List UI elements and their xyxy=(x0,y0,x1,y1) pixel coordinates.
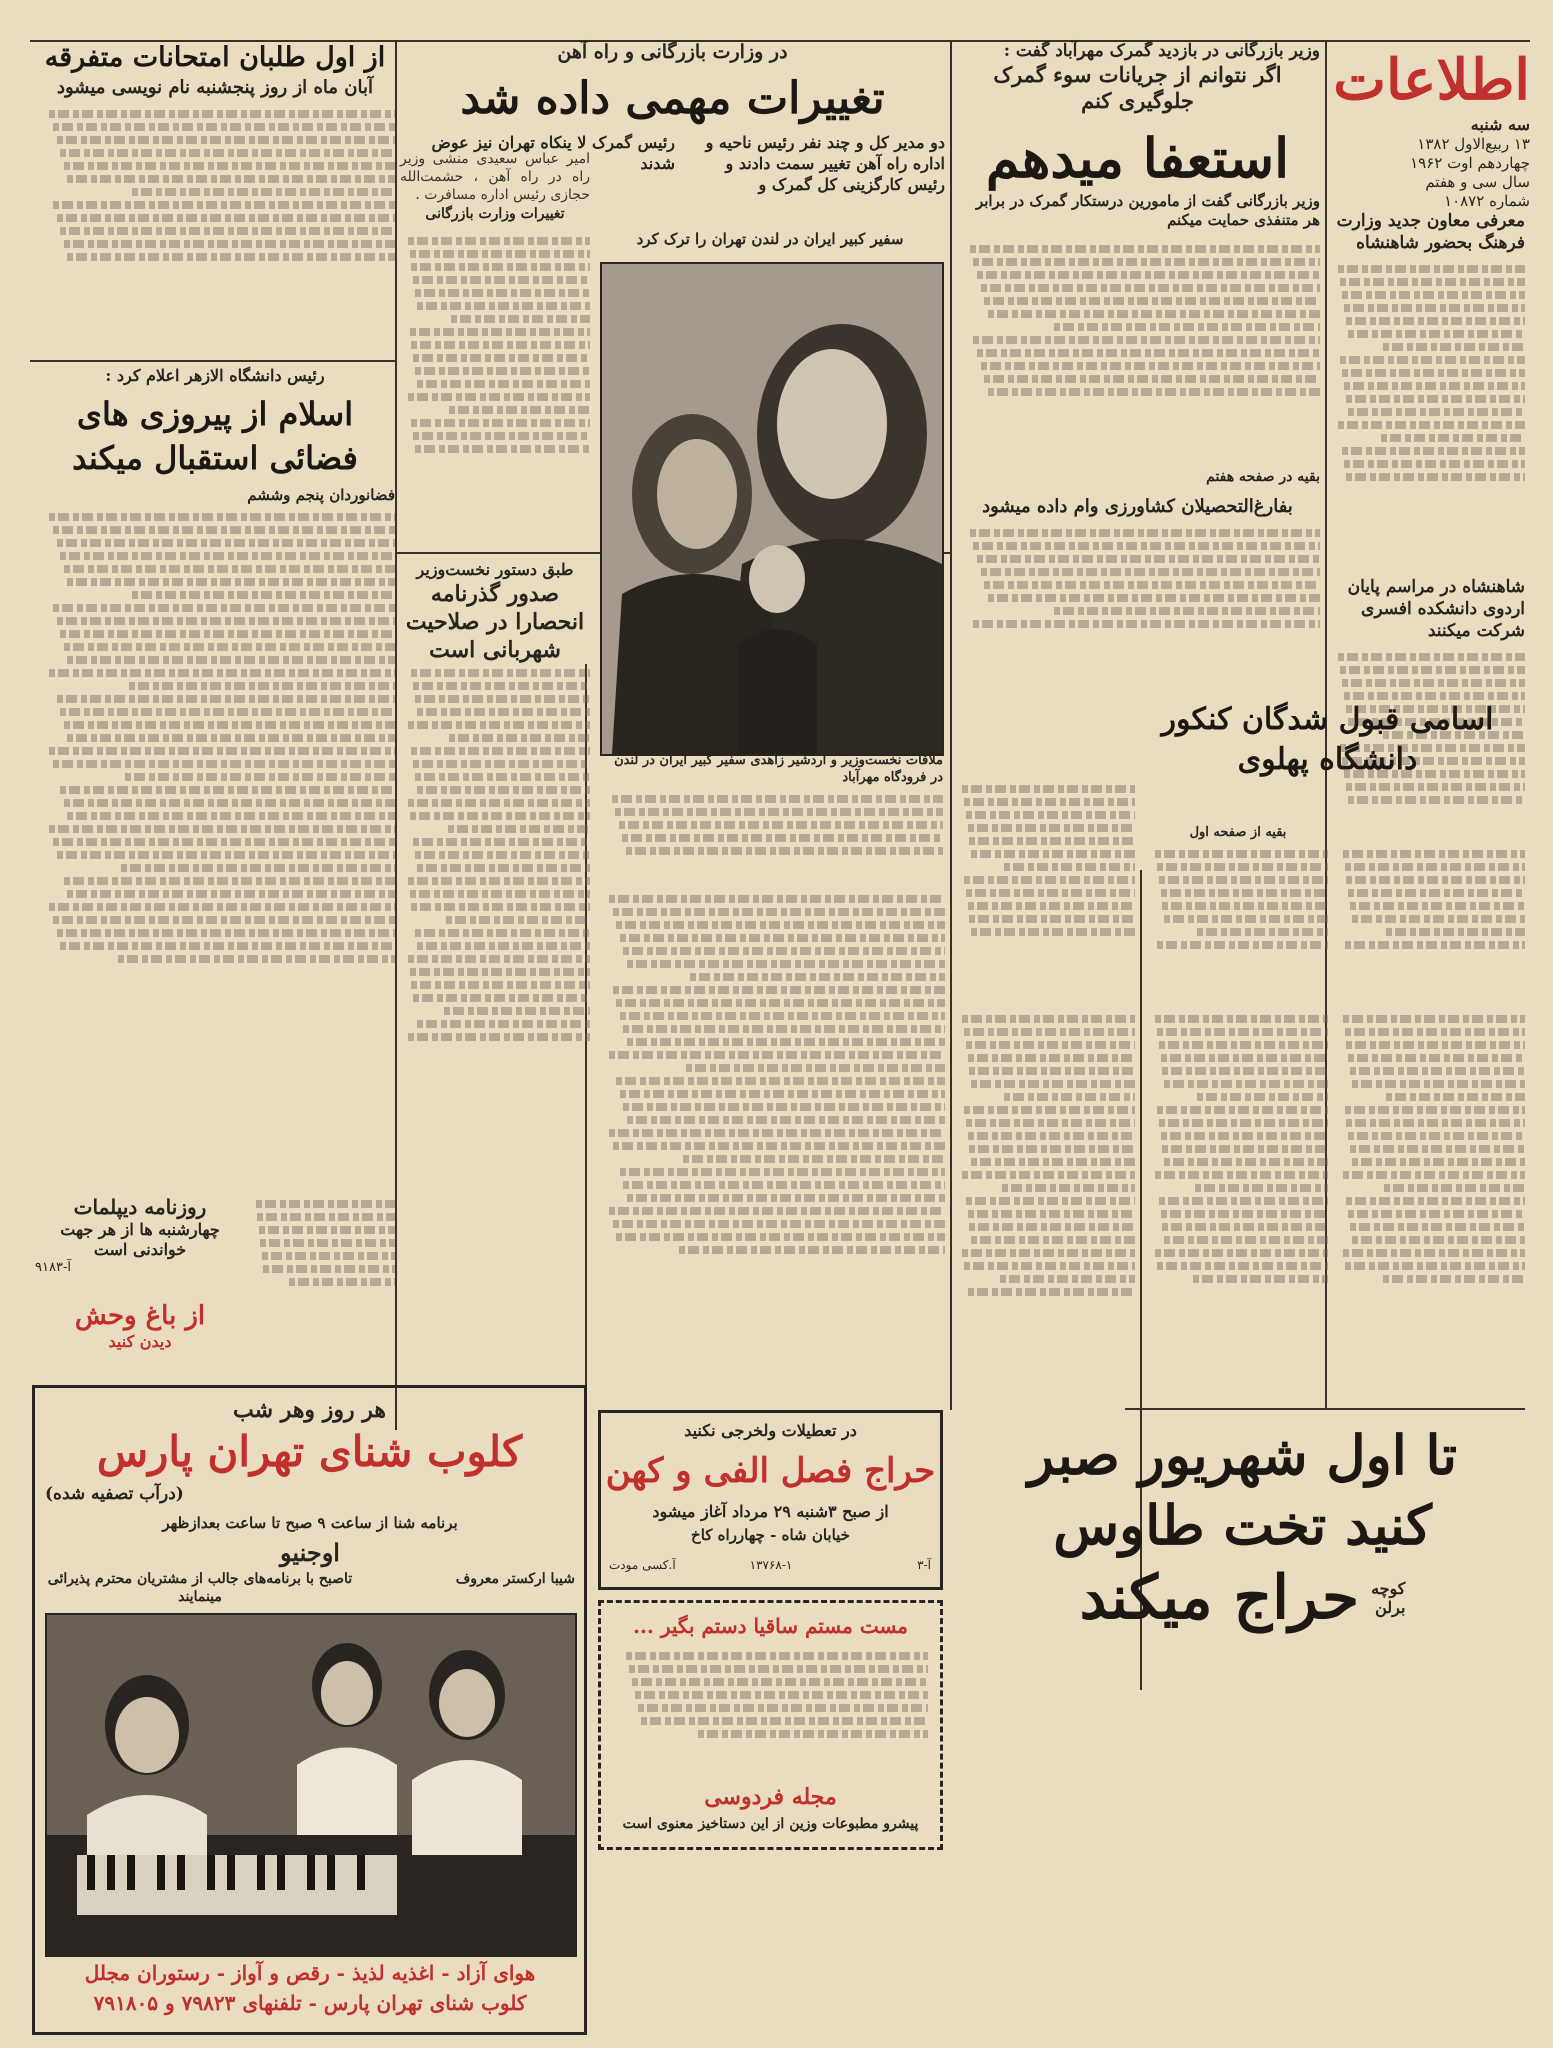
masthead-issue: شماره ۱۰۸۷۲ xyxy=(1444,192,1530,210)
column-rule xyxy=(950,40,952,1410)
section-rule xyxy=(1125,1408,1525,1410)
column-rule xyxy=(395,40,397,1430)
islam-body xyxy=(35,508,395,1148)
zoo-line-2: دیدن کنید xyxy=(108,1332,172,1351)
club-aside: (درآب تصفیه شده) xyxy=(45,1484,184,1504)
alfi-title: حراج فصل الفی و کهن xyxy=(605,1451,936,1491)
club-kicker: هر روز وهر شب xyxy=(233,1397,386,1423)
exams-headline: از اول طلبان امتحانات متفرقه xyxy=(44,42,386,73)
takht-line-3: حراج میکند xyxy=(1079,1563,1360,1633)
takht-line-2: کنید تخت طاوس xyxy=(1053,1493,1432,1557)
cultural-body xyxy=(1330,260,1525,570)
alfi-code-2: ۱۳۷۶۸-۱ xyxy=(749,1558,793,1572)
exams-subhead: آبان ماه از روز پنجشنبه نام نویسی میشود xyxy=(56,77,373,98)
ministry-sidebar-heading: تغییرات وزارت بازرگانی xyxy=(425,206,565,222)
resignation-continued: بقیه در صفحه هفتم xyxy=(1206,469,1320,485)
club-line-1: برنامه شنا از ساعت ۹ صبح تا ساعت بعدازظهر xyxy=(162,1514,458,1532)
alfi-code-1: آ-۳ xyxy=(917,1558,931,1572)
magazine-body xyxy=(613,1647,928,1777)
magazine-footer-2: پیشرو مطبوعات وزین از این دستاخیز معنوی است xyxy=(622,1816,919,1832)
ministry-sub-1: دو مدیر کل و چند نفر رئیس ناحیه و اداره راه آهن تغییر سمت دادند و رئیس کارگزینی کل گمرک و xyxy=(705,133,945,194)
decree-headline: صدور گذرنامه انحصارا در صلاحیت شهربانی است xyxy=(400,580,590,664)
ambassador-caption xyxy=(595,230,945,260)
names-list-b xyxy=(955,1010,1135,1410)
misc-small-text xyxy=(250,1195,395,1335)
magazine-footer-1: مجله فردوسی xyxy=(704,1784,837,1810)
section-rule xyxy=(30,360,395,362)
alfi-line-1: از صبح ۳شنبه ۲۹ مرداد آغاز میشود xyxy=(652,1502,889,1521)
cultural-headline-2: شاهنشاه در مراسم پایان اردوی دانشکده افسری شرکت میکنند xyxy=(1347,577,1525,641)
lead-subhead: وزیر بازرگانی گفت از مامورین درستکار گمرک در برابر هر متنفذی حمایت میکنم xyxy=(975,192,1320,229)
ambassador-photo-caption: ملاقات نخست‌وزیر و اردشیر زاهدی سفیر کبیر ایران در لندن در فرودگاه مهرآباد xyxy=(614,753,943,785)
ministry-kicker: در وزارت بازرگانی و راه آهن xyxy=(557,41,788,63)
takht-small-2: برلن xyxy=(1375,1598,1406,1617)
lead-headline: استعفا میدهم xyxy=(985,126,1290,190)
takht-small-1: کوچه xyxy=(1371,1579,1406,1598)
masthead-year: سال سی و هفتم xyxy=(1425,173,1530,191)
exams-story xyxy=(35,40,395,360)
alfi-ad xyxy=(598,1410,943,1590)
alfi-code-3: آ.کسی مودت xyxy=(609,1558,676,1572)
ambassador-caption-text: سفیر کبیر ایران در لندن تهران را ترک کرد xyxy=(636,230,904,248)
alfi-kicker: در تعطیلات ولخرجی نکنید xyxy=(684,1421,857,1440)
konkur-headline-2: دانشگاه پهلوی xyxy=(1237,742,1418,777)
ministry-col-a-text xyxy=(400,232,590,547)
club-line-3: شیبا ارکستر معروف xyxy=(455,1571,575,1587)
club-line-4: تاصبح با برنامه‌های جالب از مشتریان محترم پذیرائی مینمایند xyxy=(47,1571,353,1605)
konkur-headline-1: اسامی قبول شدگان کنکور xyxy=(1161,702,1494,737)
diplomat-code: آ-۹۱۸۳ xyxy=(35,1260,71,1275)
konkur-body-a xyxy=(1148,845,1328,1005)
zoo-line-1: از باغ وحش xyxy=(74,1301,206,1331)
ambassador-photo xyxy=(600,262,944,756)
islam-headline-1: اسلام از پیروزی های xyxy=(76,395,354,433)
club-title: کلوب شنای تهران پارس xyxy=(96,1427,523,1476)
islam-kicker: رئیس دانشگاه الازهر اعلام کرد : xyxy=(105,366,325,385)
konkur-story xyxy=(1130,700,1525,820)
diplomat-title: روزنامه دیپلمات xyxy=(73,1195,207,1219)
ambassador-photo-graphic xyxy=(602,264,942,754)
resignation-text xyxy=(955,240,1320,465)
club-footer-2: کلوب شنای تهران پارس - تلفنهای ۷۹۸۲۳ و ۷۹۱۸۰۵ xyxy=(93,1991,527,2015)
magazine-ad xyxy=(598,1600,943,1850)
masthead-date-hijri: ۱۳ ربیع‌الاول ۱۳۸۲ xyxy=(1417,135,1530,153)
diplomat-line-2: خواندنی است xyxy=(93,1240,187,1259)
decree-kicker: طبق دستور نخست‌وزیر xyxy=(400,560,590,580)
islam-headline-2: فضائی استقبال میکند xyxy=(72,439,358,477)
lead-kicker-1: وزیر بازرگانی در بازدید گمرک مهرآباد گفت : xyxy=(1003,41,1320,61)
islam-subhead: فضانوردان پنجم وششم xyxy=(247,486,395,504)
club-photo xyxy=(45,1613,577,1957)
ministry-col-a xyxy=(400,232,590,547)
ambassador-body xyxy=(598,790,943,885)
names-list-c xyxy=(1148,1010,1328,1400)
club-ad xyxy=(32,1385,587,2035)
takht-line-1: تا اول شهریور صبر xyxy=(1027,1423,1458,1487)
ministry-sub-2: رئیس گمرک لا ینکاه تهران نیز عوض شدند xyxy=(431,133,675,173)
decree-headline-box xyxy=(400,560,590,670)
ministry-lead-para: امیر عباس سعیدی منشی وزیر راه در راه آهن ، حشمت‌الله حجازی رئیس اداره مسافرت . xyxy=(400,151,590,203)
club-line-2: اوجنیو xyxy=(280,1538,340,1567)
zoo-notice xyxy=(35,1300,245,1370)
names-list-a xyxy=(595,890,945,1410)
konkur-body-c xyxy=(955,780,1135,1005)
club-footer-1: هوای آزاد - اغذیه لذیذ - رقص و آواز - رستوران مجلل xyxy=(84,1961,536,1985)
lead-kicker-2: اگر نتوانم از جریانات سوء گمرک جلوگیری کنم xyxy=(993,62,1282,113)
resignation-body xyxy=(955,240,1320,640)
takht-ad xyxy=(960,1420,1525,1750)
ministry-lead xyxy=(400,150,590,230)
names-list-d xyxy=(1335,1010,1525,1400)
islam-story xyxy=(35,365,395,1185)
diplomat-notice xyxy=(35,1195,245,1295)
exams-body xyxy=(35,105,395,325)
masthead-date-gregorian: چهاردهم اوت ۱۹۶۲ xyxy=(1410,154,1530,172)
konkur-body-b xyxy=(1335,845,1525,1005)
alfi-line-2: خیابان شاه - چهارراه کاخ xyxy=(691,1526,850,1544)
agri-body xyxy=(955,524,1320,674)
lead-story xyxy=(955,40,1320,240)
agri-headline: بفارغ‌التحصیلان کشاورزی وام داده میشود xyxy=(982,496,1293,517)
magazine-title: مست مستم ساقیا دستم بگیر ... xyxy=(632,1614,909,1638)
ministry-headline: تغییرات مهمی داده شد xyxy=(460,73,885,124)
masthead xyxy=(1335,45,1530,210)
masthead-day: سه شنبه xyxy=(1470,115,1530,134)
diplomat-line-1: چهارشنبه ها از هر جهت xyxy=(60,1220,220,1239)
masthead-title: اطلاعات xyxy=(1333,47,1530,113)
cultural-headline: معرفی معاون جدید وزارت فرهنگ بحضور شاهنشاه xyxy=(1336,211,1525,253)
club-photo-graphic xyxy=(47,1615,575,1955)
konkur-continued: بقیه از صفحه اول xyxy=(1189,825,1287,840)
